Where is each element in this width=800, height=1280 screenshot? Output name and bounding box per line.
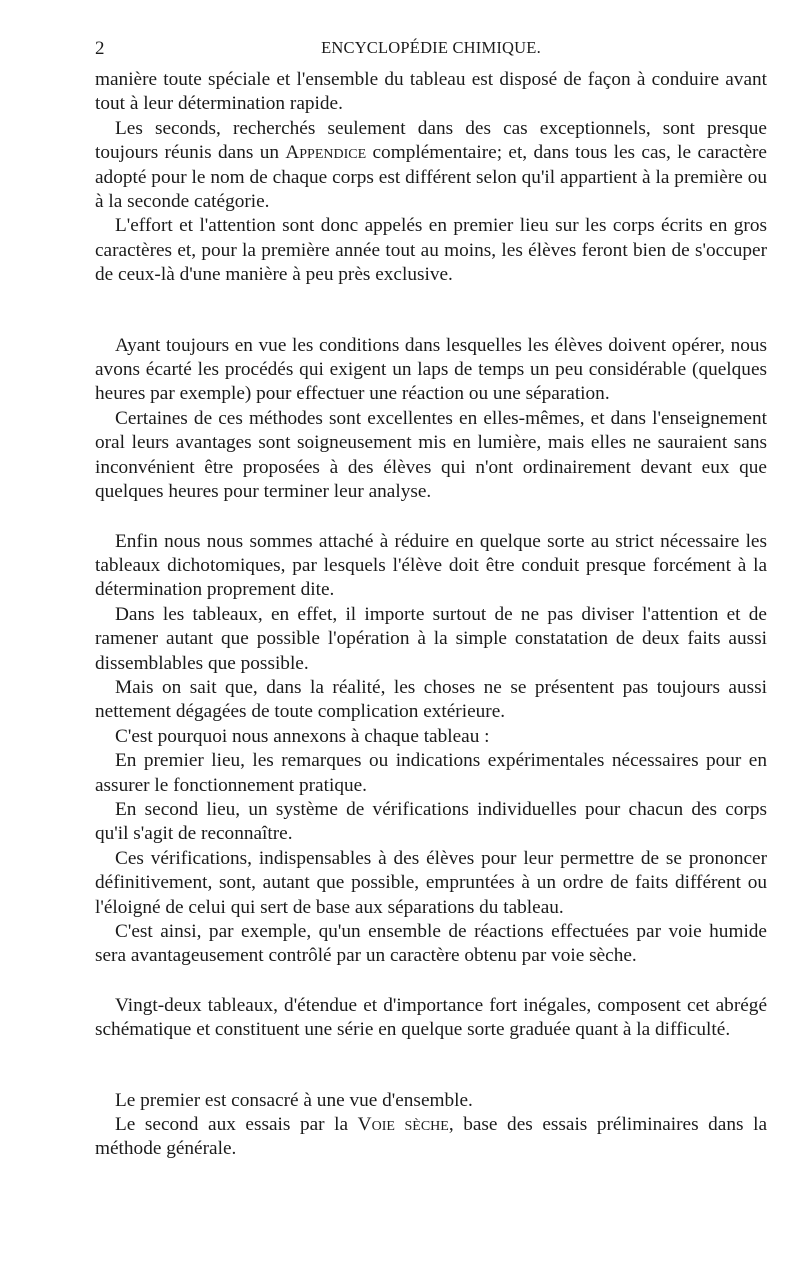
paragraph: Les seconds, recherchés seulement dans des cas exceptionnels, sont presque toujours réunis dans un Appendice complémentaire; et, dans tous les cas, le caractère adopté pour le nom de chaque corps est différent selon qu'il appartient à la première ou à la seconde catégorie. (95, 117, 767, 213)
paragraph: Enfin nous nous sommes attaché à réduire en quelque sorte au strict nécessaire les tableaux dichotomiques, par lesquels l'élève doit être conduit presque forcément à la détermination proprement dite. (95, 530, 767, 601)
paragraph: C'est pourquoi nous annexons à chaque tableau : (115, 725, 490, 747)
voie-seche-term: Voie sèche (357, 1114, 449, 1136)
paragraph: Vingt-deux tableaux, d'étendue et d'importance fort inégales, composent cet abrégé schématique et constituent une série en quelque sorte graduée quant à la difficulté. (95, 994, 767, 1041)
paragraph: L'effort et l'attention sont donc appelés en premier lieu sur les corps écrits en gros caractères et, pour la première année tout au moins, les élèves feront bien de s'occuper de ceux-là d'une manière à peu près exclusive. (95, 215, 767, 286)
paragraph: En premier lieu, les remarques ou indications expérimentales nécessaires pour en assurer le fonctionnement pratique. (95, 750, 767, 796)
paragraph: Le premier est consacré à une vue d'ensemble. (115, 1089, 473, 1111)
paragraph: En second lieu, un système de vérifications individuelles pour chacun des corps qu'il s'agit de reconnaître. (95, 798, 767, 845)
paragraph: C'est ainsi, par exemple, qu'un ensemble de réactions effectuées par voie humide sera avantageusement contrôlé par un caractère obtenu par voie sèche. (95, 921, 767, 967)
running-head (95, 38, 767, 60)
paragraph: Le second aux essais par la Voie sèche, base des essais préliminaires dans la méthode générale. (95, 1114, 767, 1160)
paragraph: Ayant toujours en vue les conditions dans lesquelles les élèves doivent opérer, nous avons écarté les procédés qui exigent un laps de temps un peu considérable (quelques heures par exemple) pour effectuer une réaction ou une séparation. (95, 334, 767, 405)
page-number: 2 (95, 38, 105, 59)
paragraph: Certaines de ces méthodes sont excellentes en elles-mêmes, et dans l'enseignement oral leurs avantages sont soigneusement mis en lumière, mais elles ne sauraient sans inconvénient être proposées à des élèves qui n'ont ordinairement devant eux que quelques heures pour terminer leur analyse. (95, 407, 767, 503)
paragraph: Ces vérifications, indispensables à des élèves pour leur permettre de se prononcer définitivement, sont, autant que possible, empruntées à un ordre de faits différent ou l'éloigné de celui qui sert de base aux séparations du tableau. (95, 847, 767, 918)
body-text (95, 68, 767, 1162)
paragraph: Mais on sait que, dans la réalité, les choses ne se présentent pas toujours aussi nettement dégagées de toute complication extérieure. (95, 676, 767, 723)
header-title: ENCYCLOPÉDIE CHIMIQUE. (321, 38, 541, 57)
paragraph: Dans les tableaux, en effet, il importe surtout de ne pas diviser l'attention et de ramener autant que possible l'opération à la simple constatation de deux faits aussi dissemblables que possible. (95, 603, 767, 674)
appendice-term: Appendice (285, 142, 367, 164)
paragraph: manière toute spéciale et l'ensemble du tableau est disposé de façon à conduire avant tout à leur détermination rapide. (95, 69, 767, 115)
